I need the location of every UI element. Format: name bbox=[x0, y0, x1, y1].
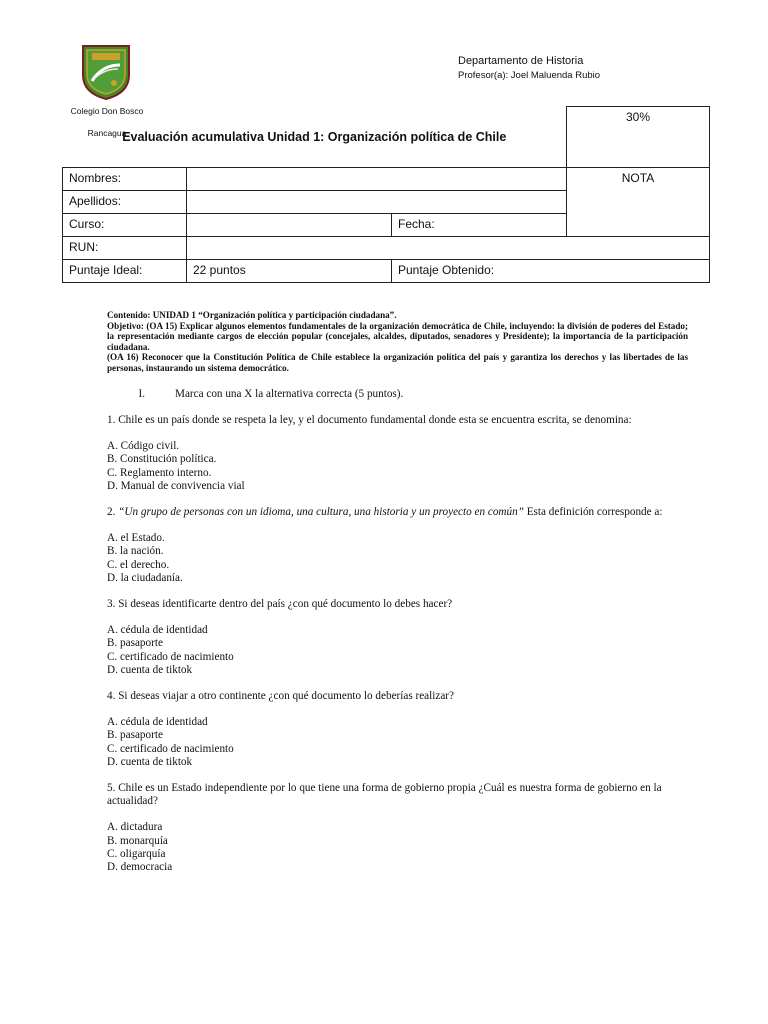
question-number: 2. bbox=[107, 506, 119, 519]
option-d[interactable]: D. la ciudadanía. bbox=[107, 571, 183, 584]
option-a[interactable]: A. el Estado. bbox=[107, 532, 165, 545]
student-info-table bbox=[62, 106, 710, 283]
section-heading bbox=[107, 388, 688, 400]
department-label: Departamento de Historia bbox=[458, 55, 584, 67]
curso-field[interactable] bbox=[187, 213, 392, 236]
run-label: RUN: bbox=[63, 236, 187, 259]
option-d[interactable]: D. cuenta de tiktok bbox=[107, 663, 193, 676]
option-a[interactable]: A. dictadura bbox=[107, 821, 163, 834]
option-a[interactable]: A. cédula de identidad bbox=[107, 624, 208, 637]
oa16-text: (OA 16) Reconocer que la Constitución Política de Chile establece la organización política del país y garantiza los derechos y las libertades de las personas, instaurando un sistema democrático. bbox=[107, 352, 688, 373]
puntaje-ideal-label: Puntaje Ideal: bbox=[63, 259, 187, 282]
question-stem: 1. Chile es un país donde se respeta la ley, y el documento fundamental donde esta se encuentra escrita, se denomina: bbox=[107, 414, 632, 426]
nombres-field[interactable] bbox=[187, 167, 567, 190]
question-2 bbox=[107, 506, 688, 585]
option-b[interactable]: B. Constitución política. bbox=[107, 453, 217, 466]
school-logo bbox=[80, 43, 132, 101]
question-stem: 5. Chile es un Estado independiente por lo que tiene una forma de gobierno propia ¿Cuál es nuestra forma de gobierno en la actualidad? bbox=[107, 782, 662, 808]
school-name: Colegio Don Bosco bbox=[70, 106, 144, 116]
option-c[interactable]: C. certificado de nacimiento bbox=[107, 650, 234, 663]
teacher-label: Profesor(a): Joel Maluenda Rubio bbox=[458, 70, 601, 81]
option-c[interactable]: C. certificado de nacimiento bbox=[107, 742, 234, 755]
question-stem: 3. Si deseas identificarte dentro del país ¿con qué documento lo debes hacer? bbox=[107, 598, 453, 611]
learning-objectives bbox=[107, 310, 688, 373]
nombres-label: Nombres: bbox=[63, 167, 187, 190]
curso-label: Curso: bbox=[63, 213, 187, 236]
school-city: Rancagua bbox=[87, 128, 127, 138]
definition-quote: “Un grupo de personas con un idioma, una cultura, una historia y un proyecto en común” bbox=[118, 506, 524, 519]
nota-label: NOTA bbox=[567, 167, 710, 236]
section-number: I. bbox=[138, 388, 145, 400]
option-a[interactable]: A. cédula de identidad bbox=[107, 716, 208, 729]
option-b[interactable]: B. monarquía bbox=[107, 834, 168, 847]
objetivo-text: Objetivo: (OA 15) Explicar algunos elementos fundamentales de la organización democrática de Chile, incluyendo: la división de poderes del Estado; la representación mediante cargos de elección popular (concejales, alcaldes, diputados, senadores y Presidente); la importancia de la participación ciudadana. bbox=[107, 320, 688, 352]
puntaje-obtenido-label: Puntaje Obtenido: bbox=[392, 259, 710, 282]
apellidos-field[interactable] bbox=[187, 190, 567, 213]
option-b[interactable]: B. pasaporte bbox=[107, 729, 163, 742]
question-stem bbox=[107, 506, 688, 519]
question-suffix: Esta definición corresponde a: bbox=[523, 506, 663, 519]
apellidos-label: Apellidos: bbox=[63, 190, 187, 213]
option-d[interactable]: D. cuenta de tiktok bbox=[107, 755, 193, 768]
question-stem: 4. Si deseas viajar a otro continente ¿con qué documento lo deberías realizar? bbox=[107, 690, 454, 703]
question-1 bbox=[107, 414, 688, 493]
exam-title: Evaluación acumulativa Unidad 1: Organización política de Chile bbox=[63, 107, 567, 168]
puntaje-ideal-value: 22 puntos bbox=[187, 259, 392, 282]
option-b[interactable]: B. pasaporte bbox=[107, 637, 163, 650]
section-instruction: Marca con una X la alternativa correcta (5 puntos). bbox=[175, 388, 404, 400]
option-c[interactable]: C. el derecho. bbox=[107, 558, 170, 571]
run-field[interactable] bbox=[187, 236, 710, 259]
option-b[interactable]: B. la nación. bbox=[107, 545, 164, 558]
option-a[interactable]: A. Código civil. bbox=[107, 440, 180, 453]
option-c[interactable]: C. Reglamento interno. bbox=[107, 466, 212, 479]
fecha-label: Fecha: bbox=[392, 213, 567, 236]
contenido-text: Contenido: UNIDAD 1 “Organización política y participación ciudadana”. bbox=[107, 310, 397, 320]
option-d[interactable]: D. Manual de convivencia vial bbox=[107, 479, 245, 492]
option-d[interactable]: D. democracia bbox=[107, 861, 173, 874]
questions-list bbox=[107, 414, 688, 887]
question-3 bbox=[107, 598, 688, 677]
weight-percentage: 30% bbox=[567, 107, 710, 168]
option-c[interactable]: C. oligarquía bbox=[107, 847, 166, 860]
question-4 bbox=[107, 690, 688, 769]
question-5 bbox=[107, 782, 688, 874]
